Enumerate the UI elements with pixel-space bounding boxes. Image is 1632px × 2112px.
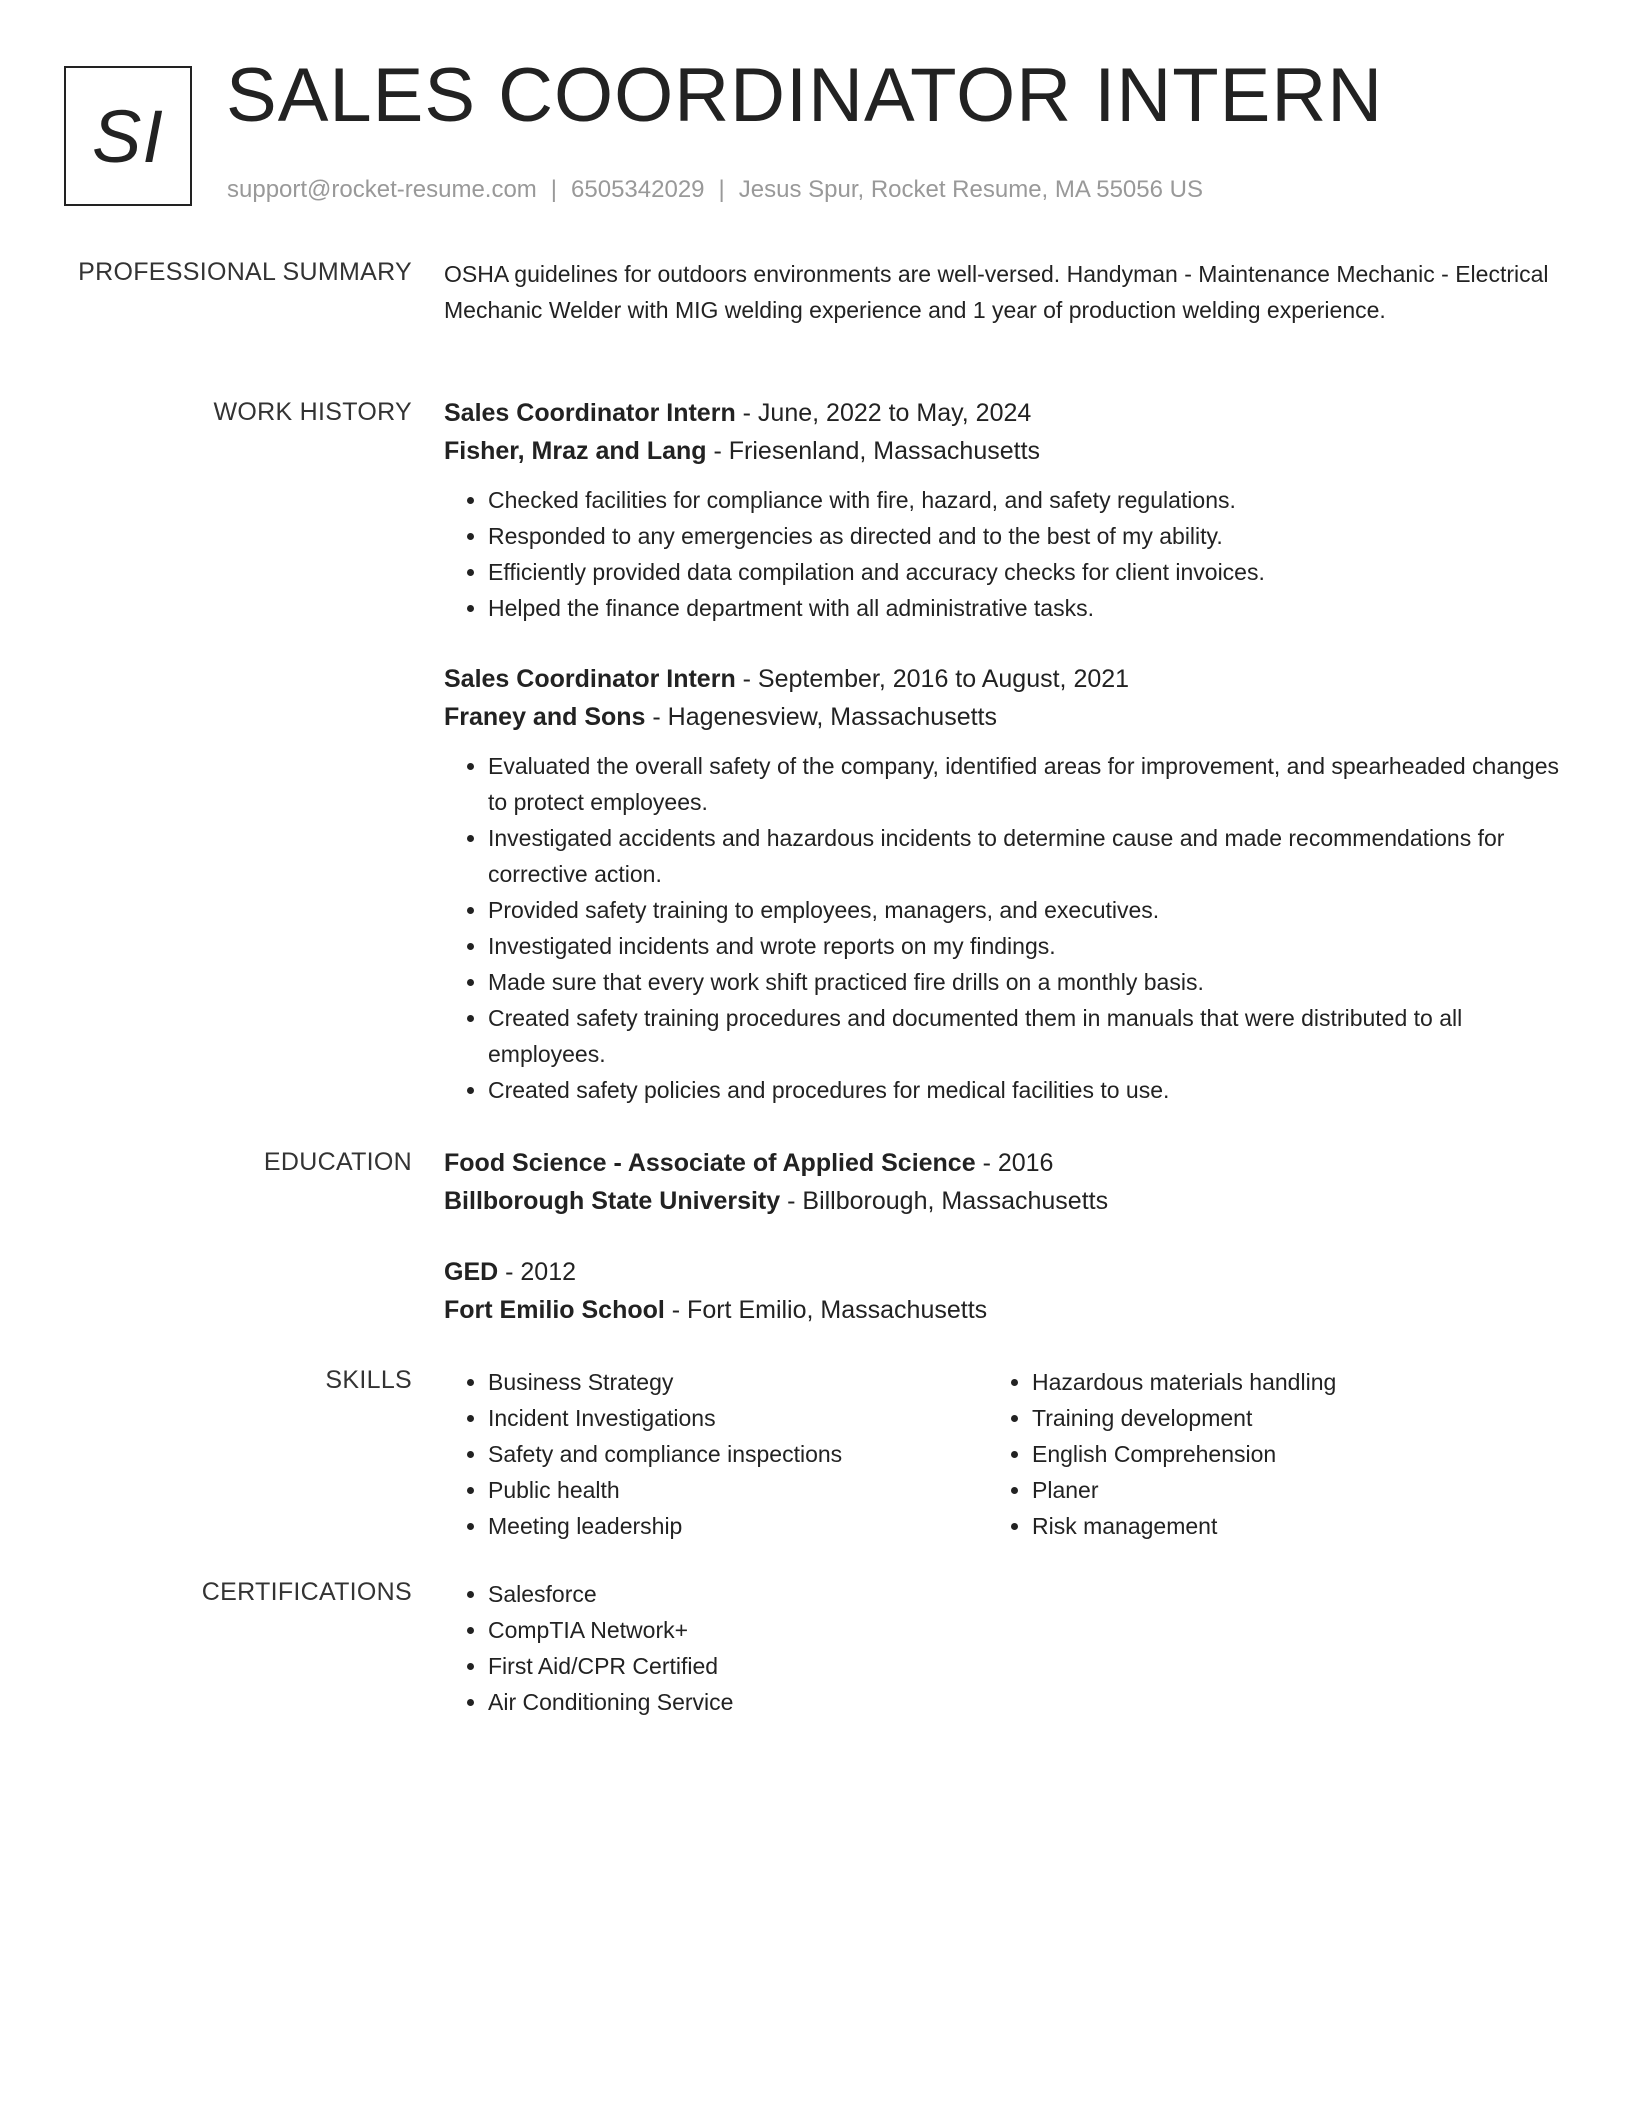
skill-item: • Public health [488,1472,988,1508]
school-location: - Billborough, Massachusetts [780,1187,1109,1215]
job-bullet: • Provided safety training to employees, managers, and executives. [488,892,1559,928]
job-bullet: • Evaluated the overall safety of the company, identified areas for improvement, and spearheaded changes to protect employees. [488,748,1559,820]
job-bullet: • Responded to any emergencies as directed and to the best of my ability. [488,518,1559,554]
school-name: Billborough State University [444,1187,781,1215]
job-bullet: • Helped the finance department with all administrative tasks. [488,590,1559,626]
skill-item: • Incident Investigations [488,1400,988,1436]
skills-column-left [444,1364,988,1544]
job-bullet: • Checked facilities for compliance with fire, hazard, and safety regulations. [488,482,1559,518]
certification-item: • Salesforce [488,1576,1559,1612]
job-company-line [444,698,1559,736]
job-dates: - June, 2022 to May, 2024 [735,399,1032,427]
degree-line [444,1253,1559,1291]
job-bullet: • Investigated incidents and wrote reports on my findings. [488,928,1559,964]
skill-item: • Risk management [1032,1508,1532,1544]
education-entry [444,1144,1559,1220]
degree-year: - 2016 [975,1149,1054,1177]
skill-item: • Planer [1032,1472,1532,1508]
job-entry [444,394,1559,626]
degree-name: GED [444,1258,499,1286]
job-bullet: • Created safety training procedures and documented them in manuals that were distributed to all employees. [488,1000,1559,1072]
school-line [444,1291,1559,1329]
job-entry [444,660,1559,1108]
section-label-certifications: CERTIFICATIONS [201,1578,412,1606]
contact-email: support@rocket-resume.com [227,176,537,203]
job-bullets [444,748,1559,1108]
job-bullets [444,482,1559,626]
skill-item: • Meeting leadership [488,1508,988,1544]
job-dates: - September, 2016 to August, 2021 [735,665,1130,693]
contact-phone: 6505342029 [571,176,705,203]
summary-section [444,256,1559,328]
school-line [444,1182,1559,1220]
job-title: Sales Coordinator Intern [444,665,736,693]
school-name: Fort Emilio School [444,1296,665,1324]
contact-separator: | [550,176,558,203]
degree-line [444,1144,1559,1182]
contact-address: Jesus Spur, Rocket Resume, MA 55056 US [738,176,1203,203]
job-company: Franey and Sons [444,703,646,731]
job-bullet: • Efficiently provided data compilation and accuracy checks for client invoices. [488,554,1559,590]
certifications-list [444,1576,1559,1720]
section-label-education: EDUCATION [263,1148,412,1176]
job-location: - Hagenesview, Massachusetts [645,703,998,731]
contact-line [227,176,1203,204]
job-location: - Friesenland, Massachusetts [706,437,1041,465]
job-company-line [444,432,1559,470]
job-bullet: • Made sure that every work shift practiced fire drills on a monthly basis. [488,964,1559,1000]
skills-column-right [988,1364,1532,1544]
skills-section [444,1364,1559,1544]
summary-text: OSHA guidelines for outdoors environments are well-versed. Handyman - Maintenance Mechanic - Electrical Mechanic Welder with MIG welding experience and 1 year of production welding experience. [444,261,1549,323]
skill-item: • Hazardous materials handling [1032,1364,1532,1400]
job-title-line [444,660,1559,698]
degree-year: - 2012 [498,1258,577,1286]
skill-item: • English Comprehension [1032,1436,1532,1472]
section-label-work: WORK HISTORY [213,398,412,426]
degree-name: Food Science - Associate of Applied Science [444,1149,976,1177]
certifications-section [444,1576,1559,1720]
job-title-line [444,394,1559,432]
education-entry [444,1253,1559,1329]
school-location: - Fort Emilio, Massachusetts [664,1296,988,1324]
monogram-logo: SI [64,66,192,206]
certification-item: • CompTIA Network+ [488,1612,1559,1648]
page-title: SALES COORDINATOR INTERN [226,53,1384,138]
job-bullet: • Created safety policies and procedures for medical facilities to use. [488,1072,1559,1108]
section-label-summary: PROFESSIONAL SUMMARY [78,258,412,286]
skill-item: • Safety and compliance inspections [488,1436,988,1472]
certification-item: • Air Conditioning Service [488,1684,1559,1720]
skill-item: • Training development [1032,1400,1532,1436]
job-company: Fisher, Mraz and Lang [444,437,707,465]
section-label-skills: SKILLS [325,1366,412,1394]
certification-item: • First Aid/CPR Certified [488,1648,1559,1684]
job-bullet: • Investigated accidents and hazardous incidents to determine cause and made recommendations for corrective action. [488,820,1559,892]
skill-item: • Business Strategy [488,1364,988,1400]
job-title: Sales Coordinator Intern [444,399,736,427]
contact-separator: | [718,176,725,203]
